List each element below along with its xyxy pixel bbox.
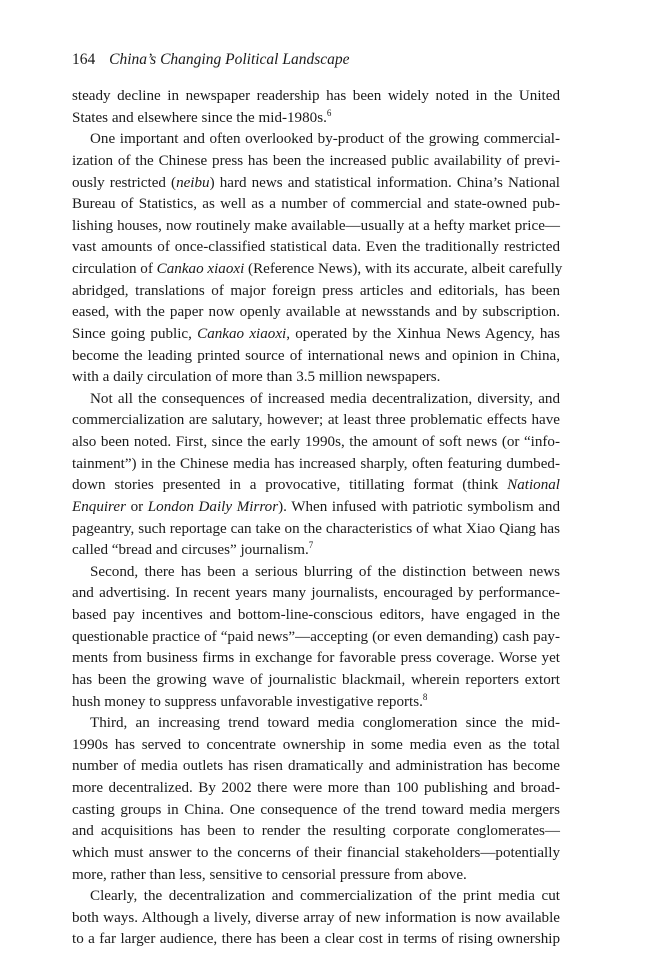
text-segment: circulation of: [72, 261, 157, 277]
page-number: 164: [72, 51, 96, 68]
text-segment: vast amounts of once-classified statistical data. Even the traditionally restricted: [72, 239, 560, 256]
book-title: China’s Changing Political Landscape: [109, 51, 350, 68]
text-segment: hush money to suppress unfavorable investigative reports.: [72, 693, 423, 710]
text-line: [72, 821, 560, 843]
text-line: [72, 713, 560, 735]
text-line: [72, 475, 560, 497]
text-segment: down stories presented in a provocative, titillating format (think: [72, 477, 508, 494]
text-segment: ously restricted (: [72, 174, 177, 191]
text-line: [72, 908, 560, 930]
text-line: [72, 259, 563, 281]
text-line: [72, 497, 560, 519]
text-line: [72, 108, 560, 130]
text-line: [72, 929, 560, 951]
text-line: [72, 562, 560, 584]
text-segment: and acquisitions has been to render the resulting corporate conglomerates—: [72, 823, 560, 840]
text-segment: pageantry, such reportage can take on the characteristics of what Xiao Qiang has: [72, 520, 560, 537]
text-line: [72, 583, 560, 605]
text-line: [72, 410, 560, 432]
italic-text: National: [507, 477, 560, 494]
text-segment: Not all the consequences of increased media decentralization, diversity, and: [90, 390, 560, 407]
text-segment: lishing houses, now routinely make available—usually at a hefty market price—: [72, 217, 560, 234]
text-segment: which must answer to the concerns of their financial stakeholders—potentially: [72, 844, 560, 861]
italic-text: London Daily Mirror: [147, 498, 279, 515]
footnote-marker: 8: [422, 691, 428, 702]
text-segment: 1990s has served to concentrate ownership in some media even as the total: [72, 736, 560, 753]
text-segment: more decentralized. By 2002 there were more than 100 publishing and broad-: [72, 780, 560, 796]
text-line: [72, 194, 560, 216]
text-segment: (Reference News), with its accurate, albeit carefully: [244, 261, 563, 277]
footnote-marker: 6: [326, 107, 332, 118]
text-segment: also been noted. First, since the early 1990s, the amount of soft news (or “info-: [72, 434, 560, 450]
text-segment: Bureau of Statistics, as well as a number of commercial and state-owned pub-: [72, 196, 560, 213]
text-segment: ) hard news and statistical information. China’s National: [209, 174, 560, 191]
italic-text: Enquirer: [72, 498, 126, 515]
text-line: [72, 648, 560, 670]
text-line: [72, 843, 560, 865]
text-line: [72, 324, 560, 346]
italic-text: neibu: [176, 174, 210, 191]
text-line: [72, 800, 560, 822]
text-line: [72, 86, 560, 108]
text-line: [72, 216, 560, 238]
text-segment: , operated by the Xinhua News Agency, has: [286, 325, 560, 342]
text-segment: States and elsewhere since the mid-1980s.: [72, 109, 327, 126]
text-line: [72, 302, 560, 324]
text-segment: questionable practice of “paid news”—accepting (or even demanding) cash pay-: [72, 628, 560, 645]
text-line: [72, 151, 560, 173]
text-segment: Since going public,: [72, 325, 198, 342]
body-text: [72, 86, 563, 951]
text-segment: Third, an increasing trend toward media conglomeration since the mid-: [90, 715, 560, 732]
footnote-marker: 7: [308, 540, 314, 551]
text-segment: has been the growing wave of journalistic blackmail, wherein reporters extort: [72, 671, 560, 688]
text-segment: steady decline in newspaper readership has been widely noted in the United: [72, 88, 560, 104]
text-segment: abridged, translations of major foreign press articles and editorials, has been: [72, 282, 560, 299]
text-segment: Second, there has been a serious blurring of the distinction between news: [90, 563, 560, 580]
text-line: [72, 346, 560, 368]
italic-text: Cankao xiaoxi: [156, 261, 245, 277]
text-segment: called “bread and circuses” journalism.: [72, 542, 309, 559]
text-segment: Clearly, the decentralization and commercialization of the print media cut: [90, 888, 560, 905]
text-segment: ization of the Chinese press has been the increased public availability of previ-: [72, 152, 560, 169]
text-line: [72, 237, 560, 259]
text-segment: more, rather than less, sensitive to censorial pressure from above.: [72, 866, 467, 883]
italic-text: Cankao xiaoxi: [197, 325, 287, 342]
text-line: [72, 367, 560, 389]
text-segment: both ways. Although a lively, diverse array of new information is now available: [72, 909, 560, 926]
text-line: [72, 454, 560, 476]
text-line: [72, 129, 560, 151]
text-line: [72, 778, 560, 800]
text-segment: ). When infused with patriotic symbolism and: [278, 498, 560, 515]
text-line: [72, 389, 560, 411]
text-segment: with a daily circulation of more than 3.5 million newspapers.: [72, 369, 441, 386]
text-segment: and advertising. In recent years many journalists, encouraged by performance-: [72, 585, 560, 602]
text-line: [72, 432, 560, 454]
text-segment: become the leading printed source of international news and opinion in China,: [72, 347, 560, 364]
text-segment: ments from business firms in exchange for favorable press coverage. Worse yet: [72, 650, 560, 667]
text-line: [72, 756, 560, 778]
text-line: [72, 281, 560, 303]
text-segment: based pay incentives and bottom-line-conscious editors, have engaged in the: [72, 607, 560, 623]
text-line: [72, 540, 560, 562]
text-line: [72, 692, 560, 714]
text-segment: tainment”) in the Chinese media has increased sharply, often featuring dumbed-: [72, 455, 560, 472]
text-line: [72, 519, 560, 541]
text-segment: One important and often overlooked by-product of the growing commercial-: [90, 131, 560, 148]
text-segment: commercialization are salutary, however; at least three problematic effects have: [72, 412, 560, 429]
text-line: [72, 670, 560, 692]
text-line: [72, 605, 560, 627]
text-line: [72, 735, 560, 757]
text-segment: or: [125, 498, 148, 515]
text-segment: casting groups in China. One consequence of the trend toward media mergers: [72, 801, 560, 818]
text-segment: number of media outlets has risen dramatically and administration has become: [72, 758, 560, 775]
text-line: [72, 886, 560, 908]
text-line: [72, 865, 560, 887]
text-line: [72, 173, 560, 195]
text-line: [72, 627, 560, 649]
text-segment: to a far larger audience, there has been a clear cost in terms of rising ownership: [72, 931, 560, 948]
text-segment: eased, with the paper now openly available at newsstands and by subscription.: [72, 304, 560, 321]
running-head: [72, 50, 350, 70]
